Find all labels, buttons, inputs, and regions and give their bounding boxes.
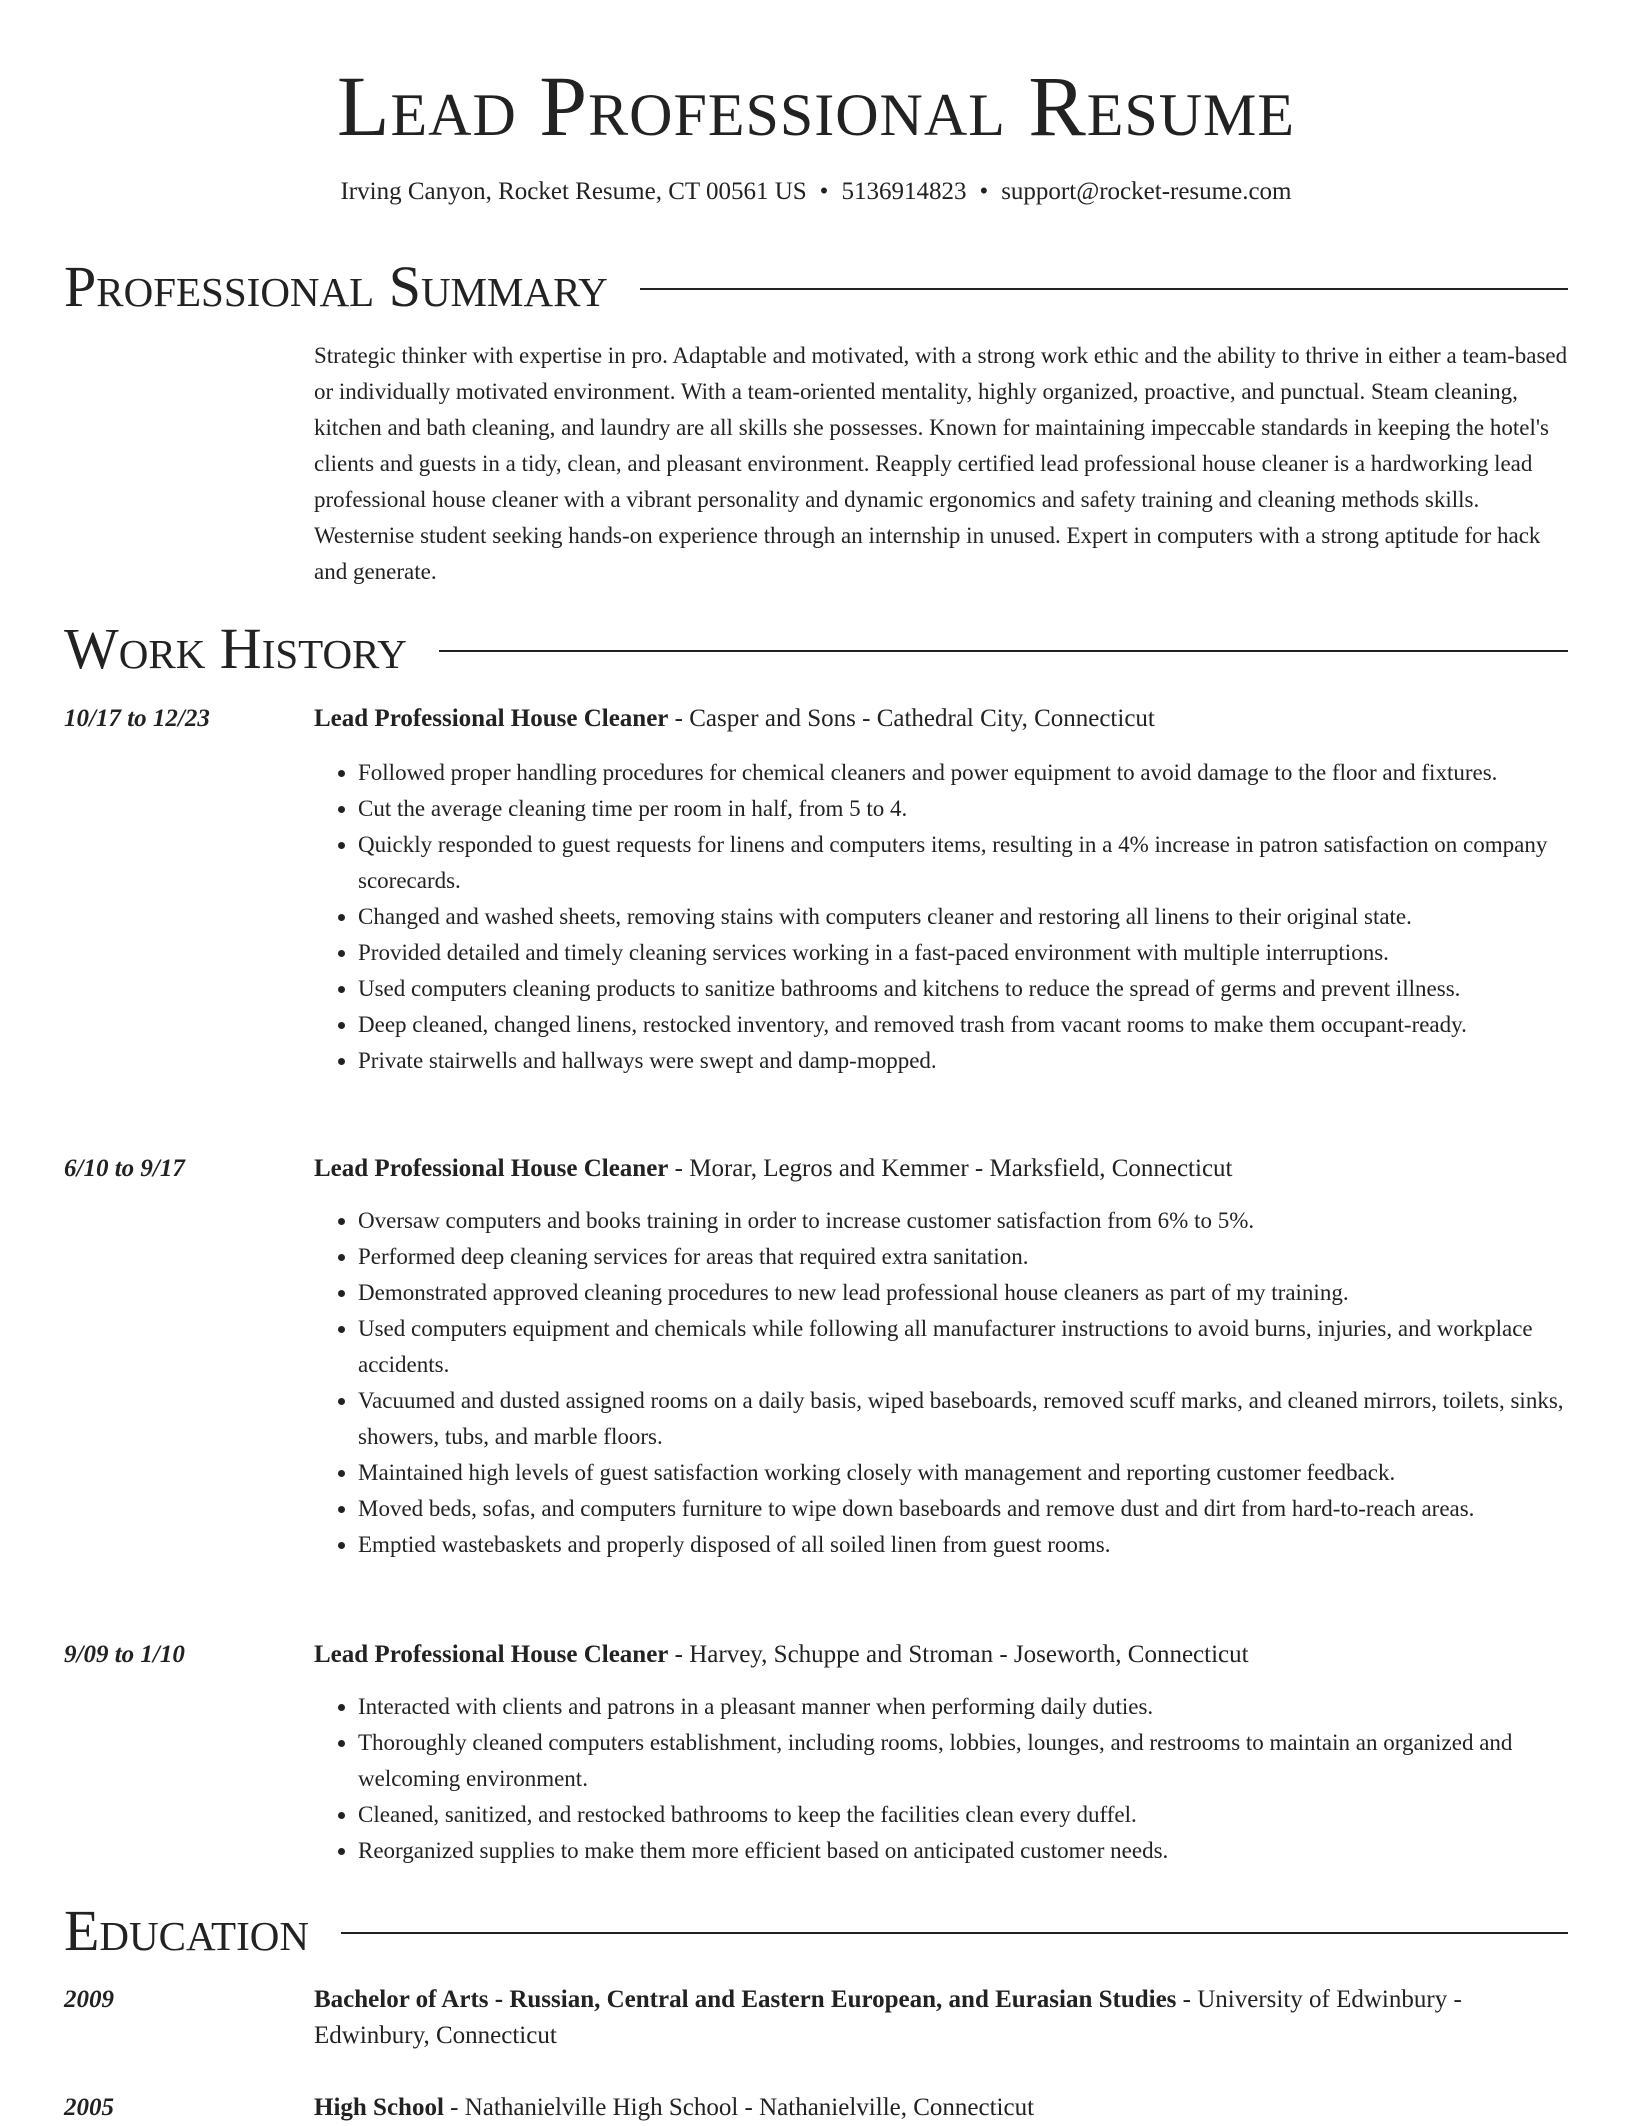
section-divider xyxy=(341,1932,1568,1934)
summary-section-header xyxy=(64,252,1568,322)
job-heading xyxy=(314,701,1570,737)
job-details: - Harvey, Schuppe and Stroman - Joseworth, Connecticut xyxy=(668,1641,1249,1668)
job-details: - Morar, Legros and Kemmer - Marksfield, Connecticut xyxy=(668,1155,1233,1182)
job-bullets xyxy=(314,1203,1614,1563)
education-details: - Nathanielville High School - Nathanielville, Connecticut xyxy=(443,2094,1035,2121)
education-year: 2009 xyxy=(64,1986,114,2013)
job-bullet: • Cleaned, sanitized, and restocked bathrooms to keep the facilities clean every duffel. xyxy=(358,1797,1614,1833)
job-bullet: • Cut the average cleaning time per room in half, from 5 to 4. xyxy=(358,791,1614,827)
job-bullet: • Provided detailed and timely cleaning services working in a fast-paced environment with multiple interruptions. xyxy=(358,935,1614,971)
job-bullet: • Emptied wastebaskets and properly disposed of all soiled linen from guest rooms. xyxy=(358,1527,1614,1563)
job-dates: 10/17 to 12/23 xyxy=(64,705,210,732)
job-title: Lead Professional House Cleaner xyxy=(314,1641,669,1668)
job-bullet: • Changed and washed sheets, removing stains with computers cleaner and restoring all linens to their original state. xyxy=(358,899,1614,935)
job-bullet: • Vacuumed and dusted assigned rooms on a daily basis, wiped baseboards, removed scuff marks, and cleaned mirrors, toilets, sinks, showers, tubs, and marble floors. xyxy=(358,1383,1614,1455)
job-bullet: • Demonstrated approved cleaning procedures to new lead professional house cleaners as part of my training. xyxy=(358,1275,1614,1311)
job-dates: 6/10 to 9/17 xyxy=(64,1155,185,1182)
section-divider xyxy=(640,288,1568,290)
job-dates: 9/09 to 1/10 xyxy=(64,1641,185,1668)
education-heading-line xyxy=(314,2090,1570,2126)
job-bullet: • Used computers equipment and chemicals while following all manufacturer instructions to avoid burns, injuries, and workplace accidents. xyxy=(358,1311,1614,1383)
job-heading xyxy=(314,1637,1570,1673)
job-bullets xyxy=(314,1689,1614,1869)
job-bullet: • Thoroughly cleaned computers establishment, including rooms, lobbies, lounges, and restrooms to maintain an organized and welcoming environment. xyxy=(358,1725,1614,1797)
contact-email: support@rocket-resume.com xyxy=(1001,178,1292,205)
contact-separator: • xyxy=(819,178,829,205)
education-details: - University of Edwinbury - Edwinbury, Connecticut xyxy=(314,1986,1462,2049)
work-heading: Work History xyxy=(64,616,407,681)
job-title: Lead Professional House Cleaner xyxy=(314,1155,669,1182)
contact-phone: 5136914823 xyxy=(841,178,967,205)
job-bullet: • Maintained high levels of guest satisfaction working closely with management and reporting customer feedback. xyxy=(358,1455,1614,1491)
job-bullet: • Moved beds, sofas, and computers furniture to wipe down baseboards and remove dust and dirt from hard-to-reach areas. xyxy=(358,1491,1614,1527)
work-section-header xyxy=(64,614,1568,684)
summary-text: Strategic thinker with expertise in pro. Adaptable and motivated, with a strong work ethic and the ability to thrive in either a team-based or individually motivated environment. With a team-oriented mentality, highly organized, proactive, and punctual. Steam cleaning, kitchen and bath cleaning, and laundry are all skills she possesses. Known for maintaining impeccable standards in keeping the hotel's clients and guests in a tidy, clean, and pleasant environment. Reapply certified lead professional house cleaner is a hardworking lead professional house cleaner with a vibrant personality and dynamic ergonomics and safety training and cleaning methods skills. Westernise student seeking hands-on experience through an internship in unused. Expert in computers with a strong aptitude for hack and generate. xyxy=(314,343,1568,584)
job-heading xyxy=(314,1151,1570,1187)
education-heading: Education xyxy=(64,1898,309,1963)
contact-separator: • xyxy=(979,178,989,205)
job-bullet: • Reorganized supplies to make them more efficient based on anticipated customer needs. xyxy=(358,1833,1614,1869)
job-bullet: • Performed deep cleaning services for areas that required extra sanitation. xyxy=(358,1239,1614,1275)
education-degree: Bachelor of Arts - Russian, Central and Eastern European, and Eurasian Studies xyxy=(314,1986,1177,2013)
job-bullet: • Followed proper handling procedures for chemical cleaners and power equipment to avoid damage to the floor and fixtures. xyxy=(358,755,1614,791)
job-bullet: • Oversaw computers and books training in order to increase customer satisfaction from 6% to 5%. xyxy=(358,1203,1614,1239)
education-degree: High School xyxy=(314,2094,444,2121)
contact-line xyxy=(0,174,1632,210)
education-section-header xyxy=(64,1896,1568,1966)
job-details: - Casper and Sons - Cathedral City, Connecticut xyxy=(668,705,1155,732)
resume-name: Lead Professional Resume xyxy=(336,58,1296,154)
summary-heading: Professional Summary xyxy=(64,254,608,319)
contact-address: Irving Canyon, Rocket Resume, CT 00561 US xyxy=(340,178,807,205)
section-divider xyxy=(439,650,1568,652)
job-title: Lead Professional House Cleaner xyxy=(314,705,669,732)
job-bullet: • Used computers cleaning products to sanitize bathrooms and kitchens to reduce the spread of germs and prevent illness. xyxy=(358,971,1614,1007)
job-bullet: • Interacted with clients and patrons in a pleasant manner when performing daily duties. xyxy=(358,1689,1614,1725)
job-bullet: • Quickly responded to guest requests for linens and computers items, resulting in a 4% increase in patron satisfaction on company scorecards. xyxy=(358,827,1614,899)
job-bullet: • Private stairwells and hallways were swept and damp-mopped. xyxy=(358,1043,1614,1079)
job-bullets xyxy=(314,755,1614,1079)
job-bullet: • Deep cleaned, changed linens, restocked inventory, and removed trash from vacant rooms to make them occupant-ready. xyxy=(358,1007,1614,1043)
education-heading-line xyxy=(314,1982,1570,2054)
education-year: 2005 xyxy=(64,2094,114,2121)
